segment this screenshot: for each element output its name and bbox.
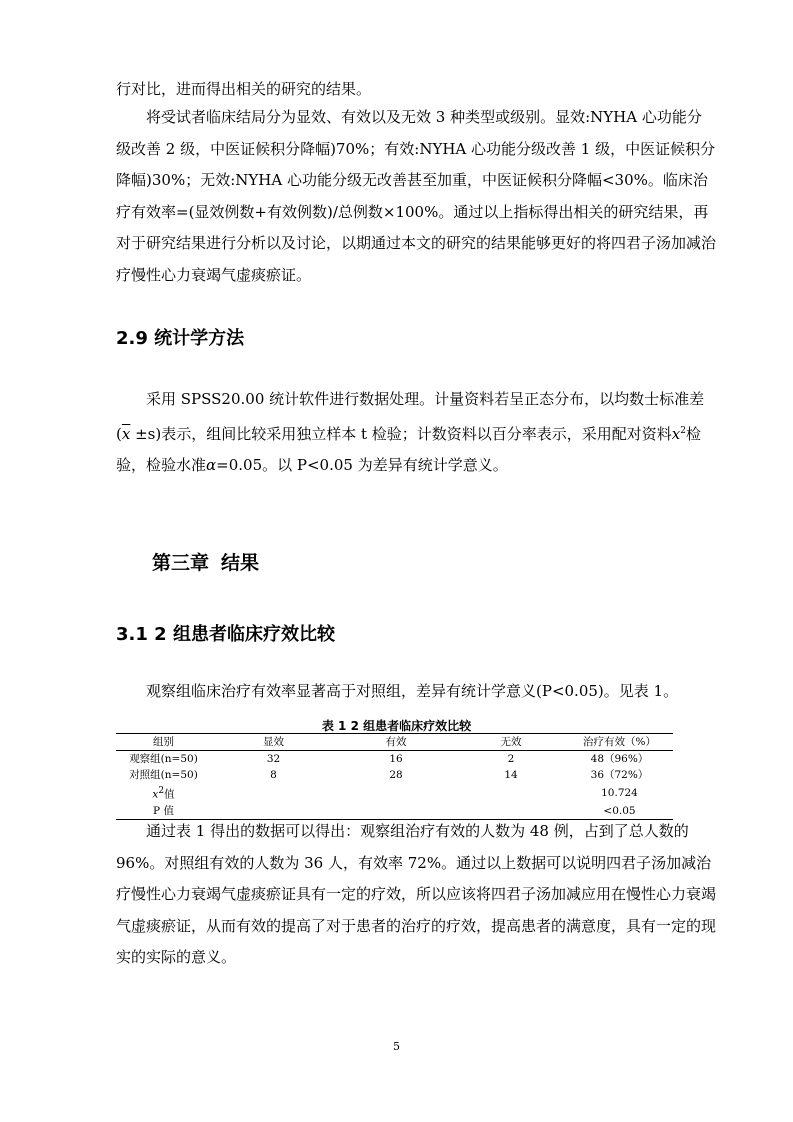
paragraph-table-intro: 观察组临床治疗有效率显著高于对照组，差异有统计学意义(P<0.05)。见表 1。 (116, 682, 679, 700)
x-bar-symbol: $\overline{x}$ (121, 424, 131, 443)
stat-text-b: ±s)表示，组间比较采用独立样本 t 检验；计数资料以百分率表示，采用配对资料 (130, 424, 672, 443)
chi-square-value: 10.724 (601, 786, 638, 799)
header-effective: 有效 (385, 736, 407, 748)
chi-square-symbol: x (152, 788, 159, 801)
cell-group: 观察组(n=50) (129, 753, 198, 765)
chi-superscript: 2 (680, 425, 686, 436)
chapter-number: 第三章 (152, 552, 210, 574)
stat-text-c: 检验，检验水准 (116, 424, 702, 474)
section-heading-3-1: 3.1 2 组患者临床疗效比较 (116, 624, 335, 645)
cell-total-effective: 36（72%） (590, 769, 649, 781)
paragraph-statistics (116, 384, 716, 482)
chi-square-suffix: 值 (164, 788, 175, 801)
paragraph-outcome-criteria: 将受试者临床结局分为显效、有效以及无效 3 种类型或级别。显效:NYHA 心功能分级改善 2 级，中医证候积分降幅)70%；有效:NYHA 心功能分级改善 1 级，中医证候积分降幅)30%；无效:NYHA 心功能分级无改善甚至加重，中医证候积分降幅<30%。临床治疗有效率=(显效例数+有效例数)/总例数×100%。通过以上指标得出相关的研究结果，再对于研究结果进行分析以及讨论，以期通过本文的研究的结果能够更好的将四君子汤加减治疗慢性心力衰竭气虚痰瘀证。 (116, 108, 717, 284)
cell-ineffective: 2 (507, 753, 515, 765)
chi-square-superscript: 2 (158, 786, 165, 796)
table-row (116, 751, 673, 768)
table-header-row (116, 734, 673, 751)
p-value: <0.05 (603, 804, 636, 817)
chi-square-label (116, 783, 211, 803)
chi-symbol: x (671, 424, 681, 443)
header-group: 组别 (153, 736, 174, 748)
page-number: 5 (393, 1040, 400, 1053)
chapter-heading (152, 548, 259, 575)
p-value-label: P 值 (153, 804, 174, 817)
paragraph-conclusion: 通过表 1 得出的数据可以得出：观察组治疗有效的人数为 48 例，占到了总人数的 96%。对照组有效的人数为 36 人，有效率 72%。通过以上数据可以说明四君子汤加减治疗慢性心力衰竭气虚痰瘀证具有一定的疗效，所以应该将四君子汤加减应用在慢性心力衰竭气虚痰瘀证，从而有效的提高了对于患者的治疗的疗效，提高患者的满意度，具有一定的现实的实际的意义。 (116, 822, 717, 966)
cell-marked: 8 (270, 769, 277, 781)
table-caption: 表 1 2 组患者临床疗效比较 (321, 719, 472, 733)
cell-effective: 16 (389, 753, 403, 765)
table-row-chi-square (116, 783, 673, 803)
header-total-effective: 治疗有效（%） (583, 736, 656, 748)
stat-text-d: =0.05。以 P<0.05 为差异有统计学意义。 (216, 456, 508, 474)
cell-marked: 32 (266, 753, 281, 765)
cell-total-effective: 48（96%） (590, 753, 649, 765)
header-marked: 显效 (263, 736, 284, 748)
cell-ineffective: 14 (504, 769, 518, 781)
cell-group: 对照组(n=50) (129, 769, 198, 781)
chapter-title: 结果 (221, 552, 260, 574)
table-row (116, 767, 673, 783)
section-heading-2-9: 2.9 统计学方法 (116, 328, 245, 349)
stat-text-a: 采用 SPSS20.00 统计软件进行数据处理。计量资料若呈正态分布，以均数士标准差( (116, 390, 705, 443)
paragraph-continuation: 行对比，进而得出相关的研究的结果。 (116, 80, 372, 98)
alpha-symbol: α (206, 456, 217, 474)
efficacy-table (116, 733, 673, 820)
header-ineffective: 无效 (500, 736, 522, 748)
cell-effective: 28 (389, 769, 403, 781)
